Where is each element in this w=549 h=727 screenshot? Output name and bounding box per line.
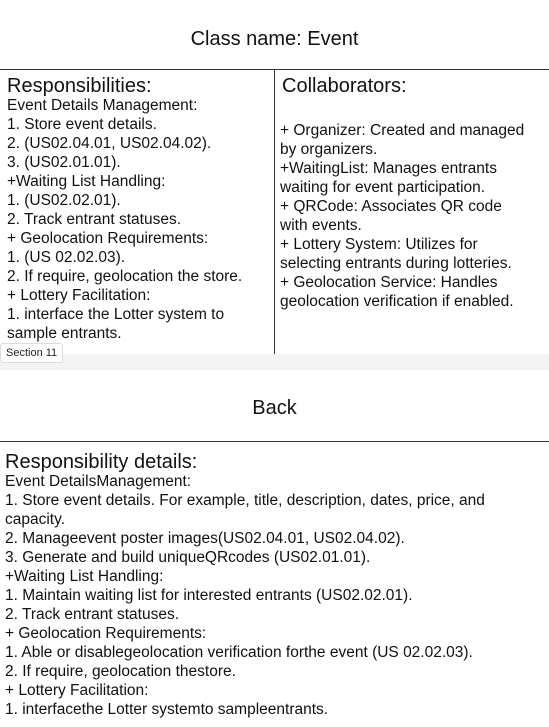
responsibility-line: 2. Track entrant statuses.: [7, 211, 182, 228]
detail-line: + Geolocation Requirements:: [5, 625, 207, 642]
collaborator-line: geolocation verification if enabled.: [280, 293, 514, 310]
detail-line: 2. Manageevent poster images(US02.04.01, US02.04.02).: [5, 530, 405, 547]
responsibilities-heading: Responsibilities:: [7, 75, 152, 97]
collaborators-list: [280, 121, 548, 311]
detail-line: 2. If require, geolocation thestore.: [5, 663, 236, 680]
collaborator-line: selecting entrants during lotteries.: [280, 255, 512, 272]
column-divider: [274, 69, 275, 354]
detail-line: +Waiting List Handling:: [5, 568, 164, 585]
collaborator-line: waiting for event participation.: [280, 179, 486, 196]
responsibilities-list: [7, 96, 271, 342]
responsibility-line: 1. interface the Lotter system to: [7, 306, 225, 323]
section-gap: [0, 354, 549, 370]
details-heading: Responsibility details:: [5, 451, 198, 473]
responsibility-line: 3. (US02.01.01).: [7, 154, 121, 171]
collaborator-line: with events.: [280, 217, 362, 234]
collaborator-line: by organizers.: [280, 141, 378, 158]
class-name-title: Class name: Event: [190, 28, 359, 50]
responsibility-line: 2. If require, geolocation the store.: [7, 268, 243, 285]
responsibility-line: 2. (US02.04.01, US02.04.02).: [7, 135, 212, 152]
collaborators-heading: Collaborators:: [282, 75, 407, 97]
detail-line: capacity.: [5, 511, 66, 528]
responsibility-line: + Geolocation Requirements:: [7, 230, 209, 247]
details-divider: [0, 441, 549, 442]
detail-line: 3. Generate and build uniqueQRcodes (US02.01.01).: [5, 549, 371, 566]
detail-line: + Lottery Facilitation:: [5, 682, 149, 699]
detail-line: 1. Maintain waiting list for interested entrants (US02.02.01).: [5, 587, 413, 604]
detail-line: 2. Track entrant statuses.: [5, 606, 180, 623]
responsibility-line: 1. (US02.02.01).: [7, 192, 121, 209]
responsibility-line: 1. (US 02.02.03).: [7, 249, 126, 266]
collaborator-line: + Organizer: Created and managed: [280, 122, 525, 139]
detail-line: 1. Able or disablegeolocation verification forthe event (US 02.02.03).: [5, 644, 473, 661]
detail-line: 1. interfacethe Lotter systemto sampleentrants.: [5, 701, 329, 718]
detail-line: Event DetailsManagement:: [5, 473, 192, 490]
responsibility-line: +Waiting List Handling:: [7, 173, 166, 190]
responsibility-line: Event Details Management:: [7, 97, 198, 114]
collaborator-line: + Lottery System: Utilizes for: [280, 236, 478, 253]
section-tag: Section 11: [0, 343, 63, 363]
collaborator-line: + QRCode: Associates QR code: [280, 198, 502, 215]
responsibility-line: sample entrants.: [7, 325, 122, 342]
details-list: [5, 472, 545, 719]
class-header: [0, 0, 549, 69]
collaborator-line: +WaitingList: Manages entrants: [280, 160, 497, 177]
detail-line: 1. Store event details. For example, title, description, dates, price, and: [5, 492, 485, 509]
collaborator-line: + Geolocation Service: Handles: [280, 274, 498, 291]
back-button[interactable]: Back: [252, 397, 297, 419]
responsibility-line: + Lottery Facilitation:: [7, 287, 151, 304]
responsibility-line: 1. Store event details.: [7, 116, 157, 133]
